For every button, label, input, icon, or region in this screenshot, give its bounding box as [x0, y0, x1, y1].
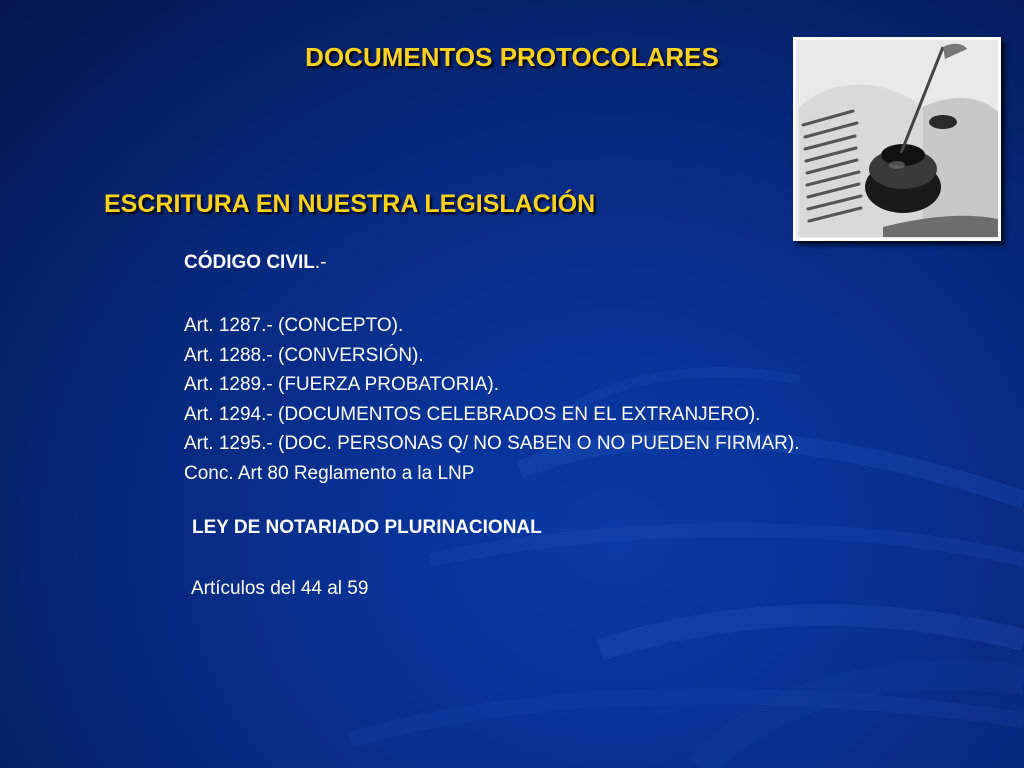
- section-subtitle: ESCRITURA EN NUESTRA LEGISLACIÓN: [104, 190, 596, 218]
- article-list: [184, 311, 800, 488]
- list-item: Conc. Art 80 Reglamento a la LNP: [184, 462, 475, 484]
- list-item: Art. 1295.- (DOC. PERSONAS Q/ NO SABEN O NO PUEDEN FIRMAR).: [184, 433, 800, 454]
- list-item: Art. 1287.- (CONCEPTO).: [184, 315, 404, 336]
- ley-articles-range: Artículos del 44 al 59: [191, 578, 369, 599]
- inkwell-quill-book-image: [793, 37, 1001, 241]
- list-item: Art. 1294.- (DOCUMENTOS CELEBRADOS EN EL EXTRANJERO).: [184, 403, 761, 425]
- slide-title: DOCUMENTOS PROTOCOLARES: [305, 42, 719, 72]
- ley-notariado-heading: LEY DE NOTARIADO PLURINACIONAL: [192, 517, 542, 538]
- codigo-civil-heading: [184, 252, 327, 274]
- codigo-civil-suffix: .-: [314, 252, 327, 273]
- codigo-civil-label: CÓDIGO CIVIL: [184, 252, 315, 273]
- list-item: Art. 1288.- (CONVERSIÓN).: [184, 344, 424, 366]
- list-item: Art. 1289.- (FUERZA PROBATORIA).: [184, 374, 499, 395]
